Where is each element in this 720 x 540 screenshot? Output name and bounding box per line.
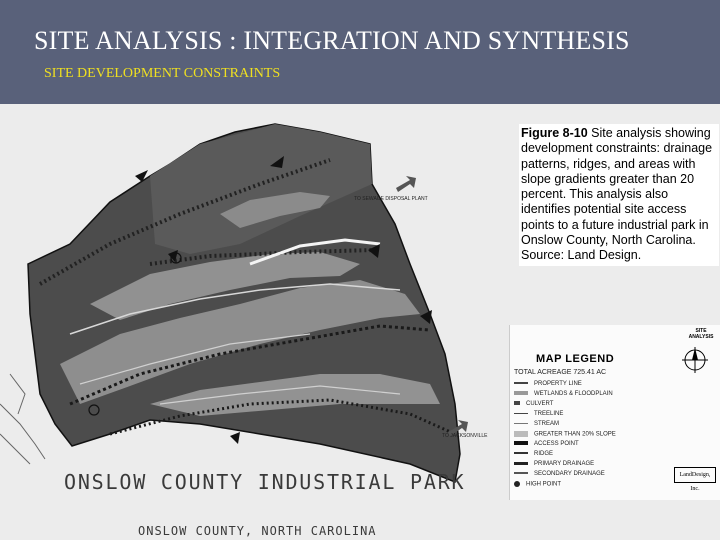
land-design-logo: LandDesign, Inc. xyxy=(674,467,716,483)
slide-content xyxy=(0,104,720,540)
legend-item: ACCESS POINT xyxy=(514,441,579,449)
legend-item: STREAM xyxy=(514,421,559,429)
arrow-label-jacksonville: TO JACKSONVILLE xyxy=(442,433,488,439)
map-title: ONSLOW COUNTY INDUSTRIAL PARK xyxy=(64,470,466,494)
legend-acreage: TOTAL ACREAGE 725.41 AC xyxy=(514,369,607,376)
north-arrow-icon xyxy=(680,345,710,375)
map-legend-panel xyxy=(509,325,720,500)
legend-item: RIDGE xyxy=(514,451,553,459)
slide-title: SITE ANALYSIS : INTEGRATION AND SYNTHESIS xyxy=(34,26,630,55)
map-subtitle: ONSLOW COUNTY, NORTH CAROLINA xyxy=(138,524,377,538)
legend-item: HIGH POINT xyxy=(514,481,561,489)
legend-title: MAP LEGEND xyxy=(536,353,615,365)
slide-header xyxy=(0,0,720,104)
slide-subtitle: SITE DEVELOPMENT CONSTRAINTS xyxy=(44,66,281,81)
legend-item: GREATER THAN 20% SLOPE xyxy=(514,431,616,439)
figure-caption xyxy=(519,124,719,266)
legend-item: WETLANDS & FLOODPLAIN xyxy=(514,391,613,399)
legend-item: TREELINE xyxy=(514,411,563,419)
legend-item: CULVERT xyxy=(514,401,553,409)
figure-label: Figure 8-10 xyxy=(521,126,588,140)
legend-item: PRIMARY DRAINAGE xyxy=(514,461,594,469)
legend-item: SECONDARY DRAINAGE xyxy=(514,471,605,479)
legend-item: PROPERTY LINE xyxy=(514,381,582,389)
arrow-label-sewage: TO SEWAGE DISPOSAL PLANT xyxy=(354,196,428,202)
legend-site-analysis: SITE ANALYSIS xyxy=(688,328,714,340)
caption-text: Site analysis showing development constraints: drainage patterns, ridges, and areas with slope gradients greater than 20 percent. This analysis also identifies potential site access points to a future industrial park in Onslow County, North Carolina. Source: Land Design. xyxy=(521,126,713,263)
